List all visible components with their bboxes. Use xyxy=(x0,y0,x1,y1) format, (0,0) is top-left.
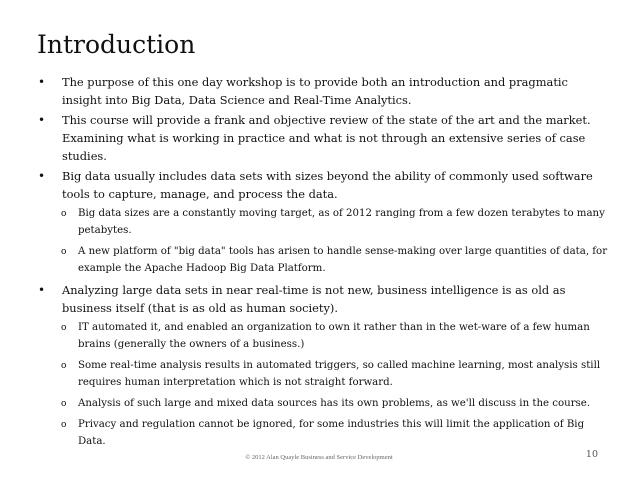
sub-bullet-text: Privacy and regulation cannot be ignored, for some industries this will limit the application of Big Data. xyxy=(78,419,585,447)
sub-bullet-item xyxy=(37,205,609,239)
sub-bullet-text: Some real-time analysis results in automated triggers, so called machine learning, most analysis still requires human interpretation which is not straight forward. xyxy=(78,360,601,388)
sub-bullet-text: A new platform of "big data" tools has arisen to handle sense-making over large quantities of data, for example the Apache Hadoop Big Data Platform. xyxy=(78,246,608,274)
footer-copyright: © 2012 Alan Quayle Business and Service Development xyxy=(245,454,393,461)
sub-bullet-icon: o xyxy=(61,247,67,257)
slide-title: Introduction xyxy=(37,30,196,59)
sub-bullet-text: Analysis of such large and mixed data sources has its own problems, as we'll discuss in the course. xyxy=(78,398,591,409)
sub-bullet-icon: o xyxy=(61,399,67,409)
sub-bullet-icon: o xyxy=(61,361,67,371)
sub-bullet-item xyxy=(37,243,609,277)
bullet-icon: • xyxy=(38,113,46,127)
bullet-text: This course will provide a frank and objective review of the state of the art and the market. Examining what is working in practice and what is not through an extensive series of case studies. xyxy=(62,113,591,163)
sub-bullet-icon: o xyxy=(61,420,67,430)
sub-bullet-icon: o xyxy=(61,209,67,219)
sub-bullet-text: Big data sizes are a constantly moving target, as of 2012 ranging from a few dozen terabytes to many petabytes. xyxy=(78,208,605,236)
sub-bullet-item xyxy=(37,395,609,412)
bullet-item xyxy=(37,73,609,109)
sub-bullet-text: IT automated it, and enabled an organization to own it rather than in the wet-ware of a few human brains (generally the owners of a business.) xyxy=(78,322,590,350)
bullet-icon: • xyxy=(38,283,46,297)
bullet-text: Analyzing large data sets in near real-time is not new, business intelligence is as old as business itself (that is as old as human society). xyxy=(62,283,566,315)
bullet-item xyxy=(37,167,609,203)
bullet-icon: • xyxy=(38,75,46,89)
sub-bullet-icon: o xyxy=(61,323,67,333)
bullet-icon: • xyxy=(38,169,46,183)
sub-bullet-item xyxy=(37,319,609,353)
sub-bullet-item xyxy=(37,357,609,391)
bullet-item xyxy=(37,281,609,317)
bullet-item xyxy=(37,111,609,165)
bullet-text: Big data usually includes data sets with sizes beyond the ability of commonly used software tools to capture, manage, and process the data. xyxy=(62,169,593,201)
bullet-text: The purpose of this one day workshop is to provide both an introduction and pragmatic insight into Big Data, Data Science and Real-Time Analytics. xyxy=(62,75,568,107)
sub-bullet-item xyxy=(37,416,609,450)
bullet-list xyxy=(37,73,609,454)
page-number: 10 xyxy=(585,449,598,460)
